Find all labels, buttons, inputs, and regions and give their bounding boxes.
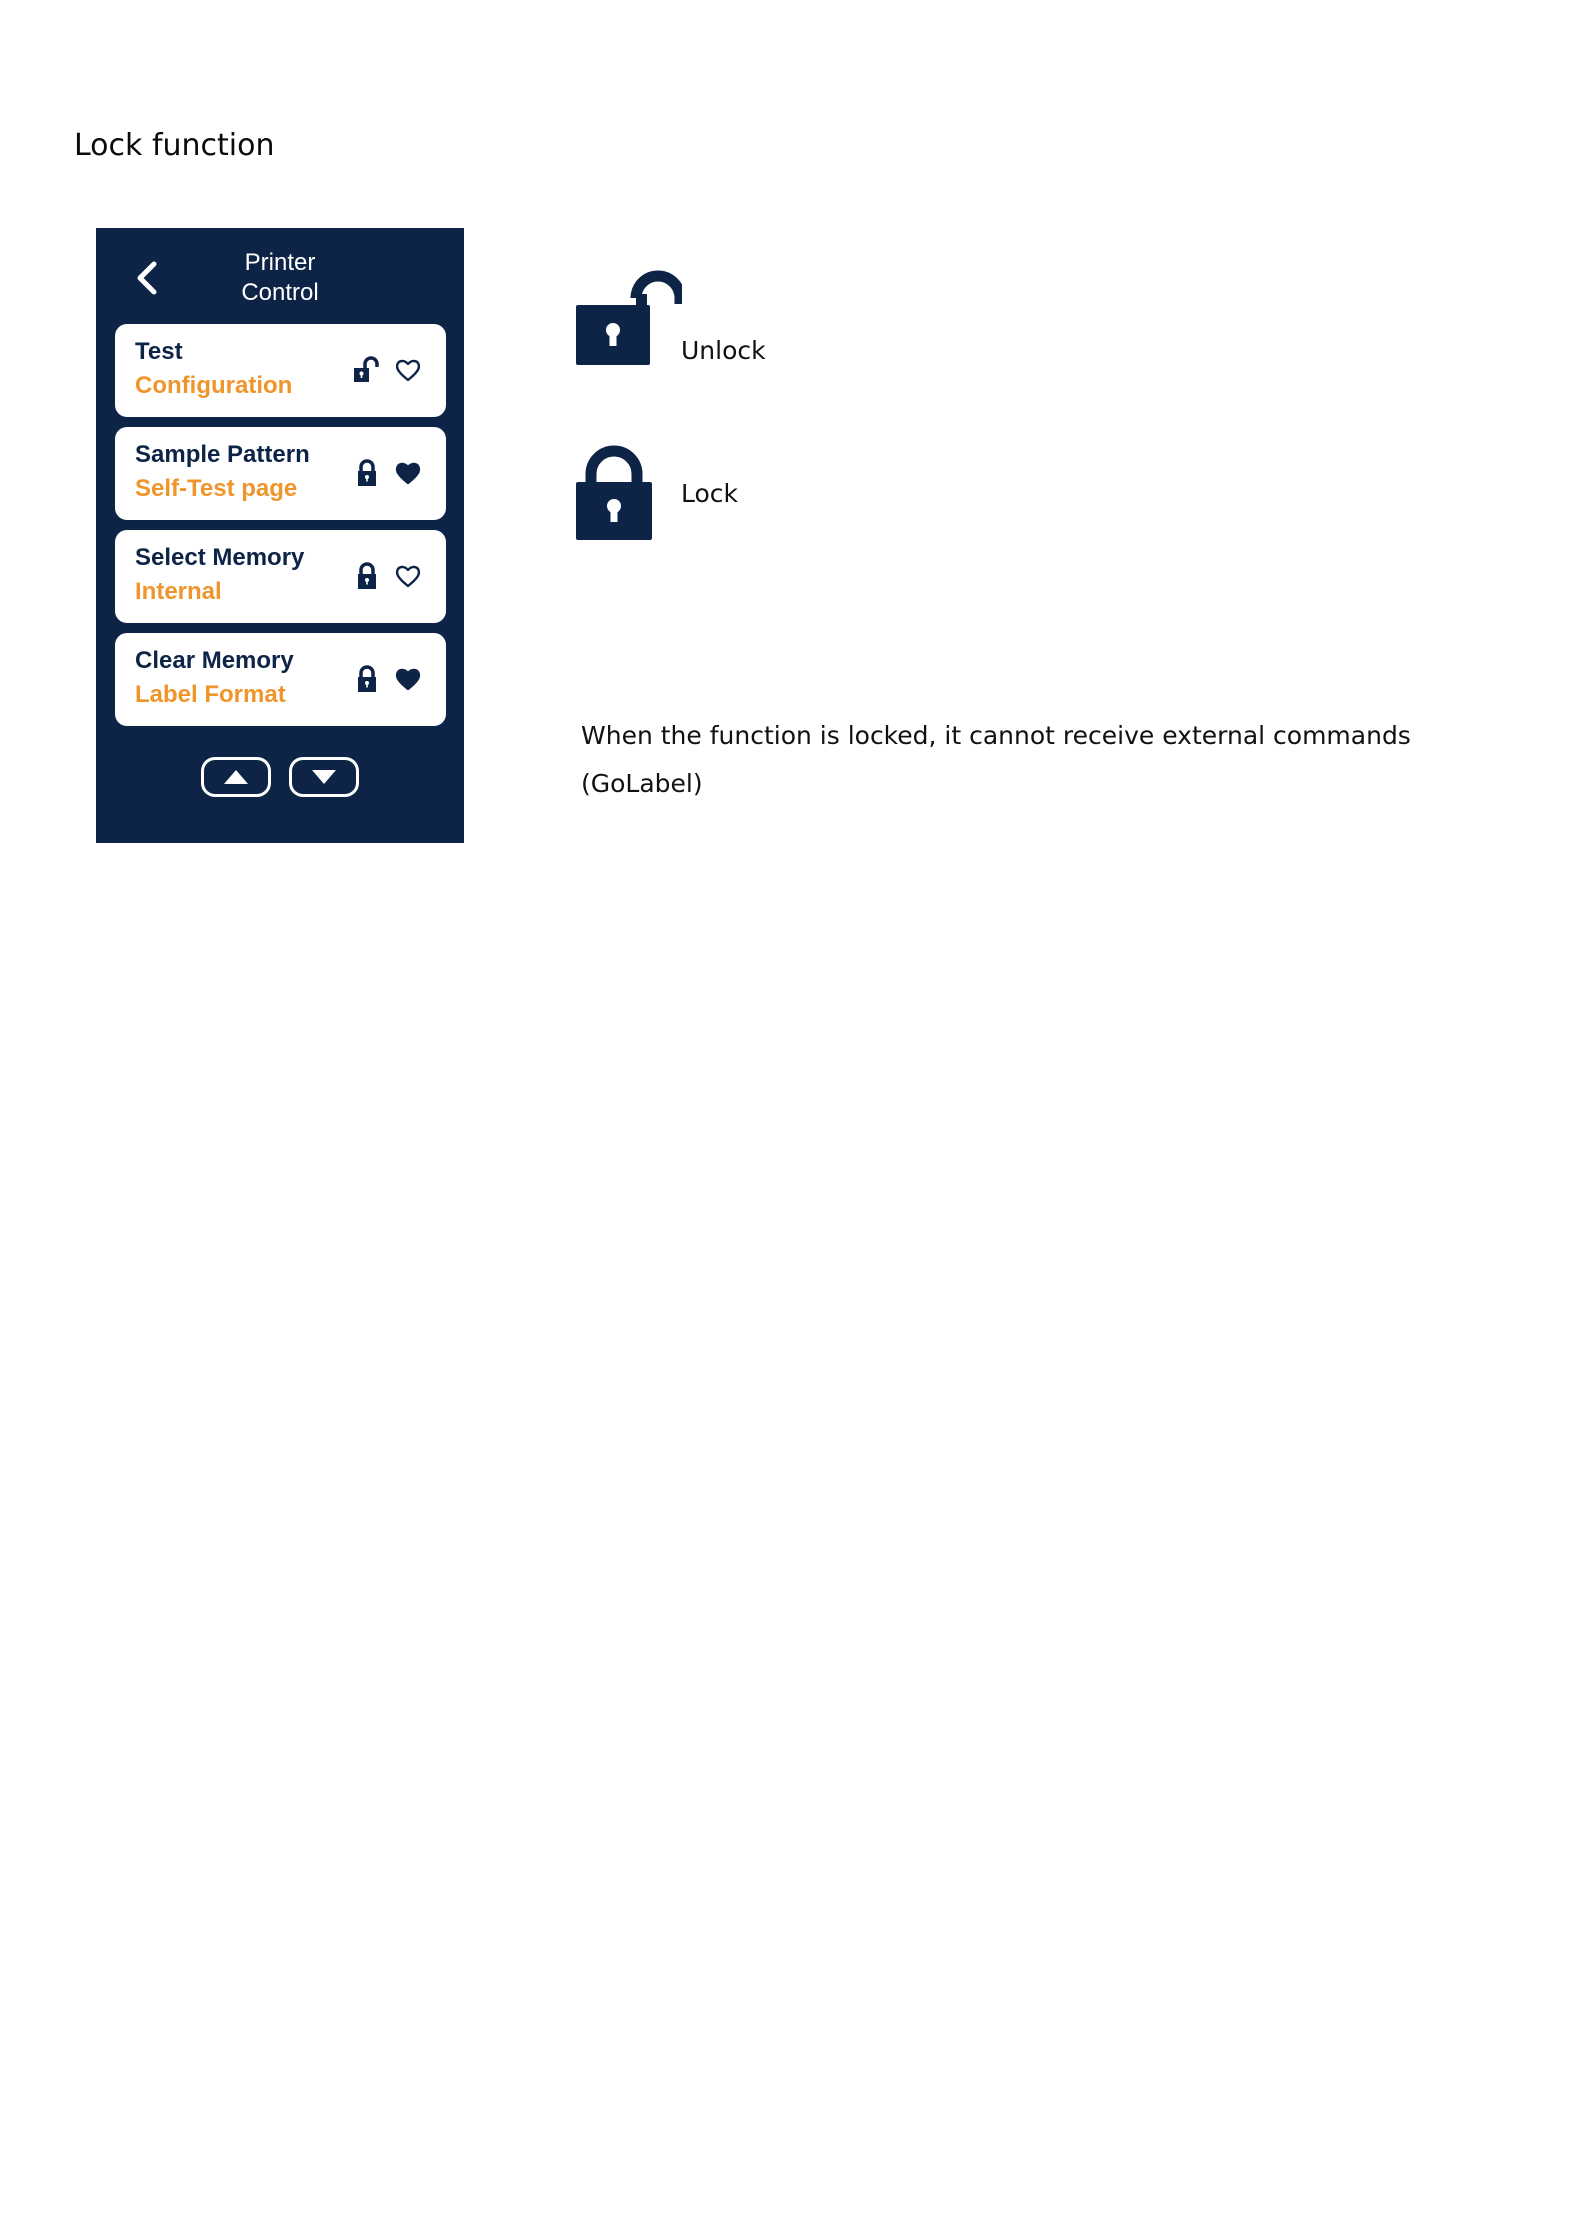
unlock-legend-label: Unlock (681, 336, 766, 365)
scroll-down-button[interactable] (289, 757, 359, 797)
screen-title-line2: Control (241, 279, 319, 306)
menu-item-value: Label Format (135, 681, 286, 708)
heart-outline-icon[interactable] (394, 563, 422, 589)
menu-item-value: Internal (135, 578, 222, 605)
screen-header (96, 228, 464, 320)
heart-outline-icon[interactable] (394, 357, 422, 383)
chevron-left-icon (130, 258, 166, 298)
heart-filled-icon[interactable] (394, 666, 422, 692)
menu-item-test[interactable] (115, 324, 446, 417)
menu-item-value: Self-Test page (135, 475, 298, 502)
lock-icon[interactable] (352, 664, 382, 694)
back-button[interactable] (130, 258, 166, 298)
lock-icon[interactable] (352, 458, 382, 488)
menu-item-name: Test (135, 338, 183, 365)
lock-legend-icon (576, 444, 652, 540)
unlock-icon[interactable] (352, 355, 382, 385)
menu-item-sample-pattern[interactable] (115, 427, 446, 520)
triangle-down-icon (311, 769, 337, 785)
lock-icon[interactable] (352, 561, 382, 591)
lock-note-line1: When the function is locked, it cannot receive external commands (581, 721, 1411, 750)
heart-filled-icon[interactable] (394, 460, 422, 486)
unlock-legend-icon (576, 270, 682, 366)
menu-item-name: Sample Pattern (135, 441, 310, 468)
lock-legend-label: Lock (681, 479, 739, 508)
menu-item-value: Configuration (135, 372, 293, 399)
lock-note-line2: (GoLabel) (581, 769, 703, 798)
menu-item-name: Select Memory (135, 544, 305, 571)
printer-control-screen (96, 228, 464, 843)
scroll-up-button[interactable] (201, 757, 271, 797)
triangle-up-icon (223, 769, 249, 785)
screen-title (206, 248, 354, 308)
lock-note (581, 712, 1461, 808)
menu-item-select-memory[interactable] (115, 530, 446, 623)
menu-item-clear-memory[interactable] (115, 633, 446, 726)
section-title: Lock function (74, 128, 275, 163)
menu-item-name: Clear Memory (135, 647, 294, 674)
screen-title-line1: Printer (244, 249, 316, 276)
